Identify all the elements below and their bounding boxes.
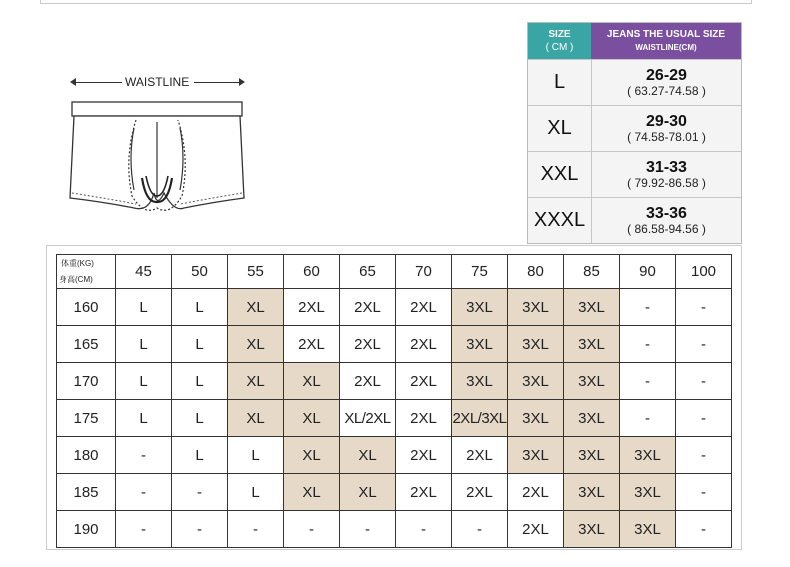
weight-header-cell: 75	[452, 255, 508, 289]
size-cell: 2XL	[340, 289, 396, 326]
chart-row	[57, 400, 732, 437]
weight-header-cell: 85	[564, 255, 620, 289]
waist-cm-range: ( 74.58-78.01 )	[627, 130, 706, 144]
weight-header-cell: 65	[340, 255, 396, 289]
size-cell: 2XL	[340, 363, 396, 400]
size-chart-panel	[46, 245, 742, 550]
weight-header-cell: 70	[396, 255, 452, 289]
waistline-header-label: WAISTLINE(CM)	[635, 43, 697, 52]
size-cell: XL/2XL	[340, 400, 396, 437]
size-cell: L	[172, 326, 228, 363]
size-cell: 2XL	[396, 363, 452, 400]
size-value-cell	[592, 60, 741, 105]
size-label: XXL	[528, 152, 592, 197]
size-cell: -	[620, 363, 676, 400]
size-cell: -	[620, 289, 676, 326]
size-cell: -	[172, 511, 228, 548]
size-table-row	[528, 151, 741, 197]
weight-header-cell: 80	[508, 255, 564, 289]
size-cell: -	[620, 400, 676, 437]
size-cell: L	[172, 363, 228, 400]
height-axis-label: 身高(CM)	[59, 275, 93, 284]
size-cell: 2XL	[396, 437, 452, 474]
size-cell: 3XL	[620, 474, 676, 511]
size-cell: 3XL	[452, 363, 508, 400]
waistline-indicator	[70, 74, 245, 90]
boxer-briefs-icon	[64, 98, 254, 223]
arrow-line	[74, 82, 122, 83]
size-table-row	[528, 59, 741, 105]
size-cell: 3XL	[564, 400, 620, 437]
size-header-cell	[528, 23, 591, 59]
size-cell: 2XL	[396, 400, 452, 437]
size-cell: 3XL	[452, 326, 508, 363]
chart-header-row	[57, 255, 732, 289]
size-cell: XL	[340, 474, 396, 511]
arrow-right-icon	[239, 78, 245, 86]
jeans-header-label: JEANS THE USUAL SIZE	[606, 29, 726, 40]
size-cell: 3XL	[508, 289, 564, 326]
size-cell: -	[452, 511, 508, 548]
size-cell: 3XL	[564, 363, 620, 400]
size-cell: L	[116, 289, 172, 326]
size-cell: L	[116, 363, 172, 400]
size-cell: XL	[228, 289, 284, 326]
size-cell: 3XL	[508, 400, 564, 437]
size-header-label: SIZE	[548, 29, 571, 40]
size-label: XXXL	[528, 198, 592, 243]
height-cell: 170	[57, 363, 116, 400]
size-value-cell	[592, 198, 741, 243]
size-cell: 2XL	[508, 474, 564, 511]
height-cell: 190	[57, 511, 116, 548]
size-cell: XL	[284, 474, 340, 511]
size-cell: -	[676, 289, 732, 326]
waist-inch-range: 29-30	[646, 113, 687, 130]
weight-header-cell: 100	[676, 255, 732, 289]
size-cell: 3XL	[620, 511, 676, 548]
size-cell: L	[116, 326, 172, 363]
size-cell: 2XL	[452, 437, 508, 474]
size-conversion-table	[527, 22, 742, 244]
weight-header-cell: 60	[284, 255, 340, 289]
size-cell: -	[340, 511, 396, 548]
size-cell: -	[676, 363, 732, 400]
size-cell: L	[172, 400, 228, 437]
size-cell: 3XL	[564, 437, 620, 474]
height-cell: 180	[57, 437, 116, 474]
size-cell: 2XL	[508, 511, 564, 548]
jeans-header-cell	[591, 23, 741, 59]
size-cell: -	[676, 437, 732, 474]
size-cell: -	[676, 326, 732, 363]
size-cell: 3XL	[508, 437, 564, 474]
size-cell: 2XL	[340, 326, 396, 363]
weight-header-cell: 45	[116, 255, 172, 289]
size-cell: 2XL	[284, 289, 340, 326]
size-cell: 3XL	[508, 326, 564, 363]
chart-row	[57, 363, 732, 400]
size-cell: L	[116, 400, 172, 437]
size-table-row	[528, 105, 741, 151]
size-cell: 2XL	[396, 289, 452, 326]
size-cell: -	[284, 511, 340, 548]
chart-row	[57, 474, 732, 511]
weight-header-cell: 55	[228, 255, 284, 289]
size-cell: -	[396, 511, 452, 548]
weight-header-cell: 50	[172, 255, 228, 289]
height-cell: 175	[57, 400, 116, 437]
size-cell: 3XL	[452, 289, 508, 326]
size-cell: -	[620, 326, 676, 363]
height-cell: 160	[57, 289, 116, 326]
size-table-row	[528, 197, 741, 243]
size-cell: XL	[284, 363, 340, 400]
waist-cm-range: ( 79.92-86.58 )	[627, 176, 706, 190]
size-cell: -	[172, 474, 228, 511]
size-cell: L	[228, 437, 284, 474]
arrow-line	[194, 82, 240, 83]
waist-inch-range: 33-36	[646, 205, 687, 222]
height-cell: 165	[57, 326, 116, 363]
size-chart-table	[56, 254, 732, 548]
size-label: XL	[528, 106, 592, 151]
size-cell: -	[676, 511, 732, 548]
size-cell: -	[116, 437, 172, 474]
corner-cell	[57, 255, 116, 289]
top-border	[40, 0, 752, 4]
chart-row	[57, 326, 732, 363]
size-cell: 3XL	[564, 289, 620, 326]
size-cell: -	[676, 474, 732, 511]
waist-inch-range: 31-33	[646, 159, 687, 176]
size-cell: XL	[228, 400, 284, 437]
size-cell: XL	[284, 437, 340, 474]
size-cell: L	[228, 474, 284, 511]
size-cell: XL	[284, 400, 340, 437]
size-cell: L	[172, 437, 228, 474]
waist-cm-range: ( 63.27-74.58 )	[627, 84, 706, 98]
chart-row	[57, 289, 732, 326]
size-header-unit: ( CM )	[545, 42, 574, 53]
size-cell: L	[172, 289, 228, 326]
size-cell: -	[676, 400, 732, 437]
waist-inch-range: 26-29	[646, 67, 687, 84]
size-cell: XL	[340, 437, 396, 474]
size-cell: 3XL	[508, 363, 564, 400]
size-cell: 2XL	[452, 474, 508, 511]
size-value-cell	[592, 106, 741, 151]
size-cell: 3XL	[564, 474, 620, 511]
size-cell: XL	[228, 363, 284, 400]
size-cell: 3XL	[620, 437, 676, 474]
size-cell: 2XL	[396, 326, 452, 363]
size-cell: -	[116, 474, 172, 511]
size-value-cell	[592, 152, 741, 197]
chart-row	[57, 437, 732, 474]
size-table-header	[528, 23, 741, 59]
size-cell: -	[228, 511, 284, 548]
chart-row	[57, 511, 732, 548]
size-cell: 2XL	[396, 474, 452, 511]
size-label: L	[528, 60, 592, 105]
size-cell: 2XL/3XL	[452, 400, 508, 437]
weight-axis-label: 体重(KG)	[61, 259, 94, 268]
size-cell: XL	[228, 326, 284, 363]
waist-cm-range: ( 86.58-94.56 )	[627, 222, 706, 236]
weight-header-cell: 90	[620, 255, 676, 289]
size-cell: 3XL	[564, 511, 620, 548]
size-cell: -	[116, 511, 172, 548]
size-cell: 3XL	[564, 326, 620, 363]
size-cell: 2XL	[284, 326, 340, 363]
waistline-label: WAISTLINE	[125, 75, 190, 89]
height-cell: 185	[57, 474, 116, 511]
